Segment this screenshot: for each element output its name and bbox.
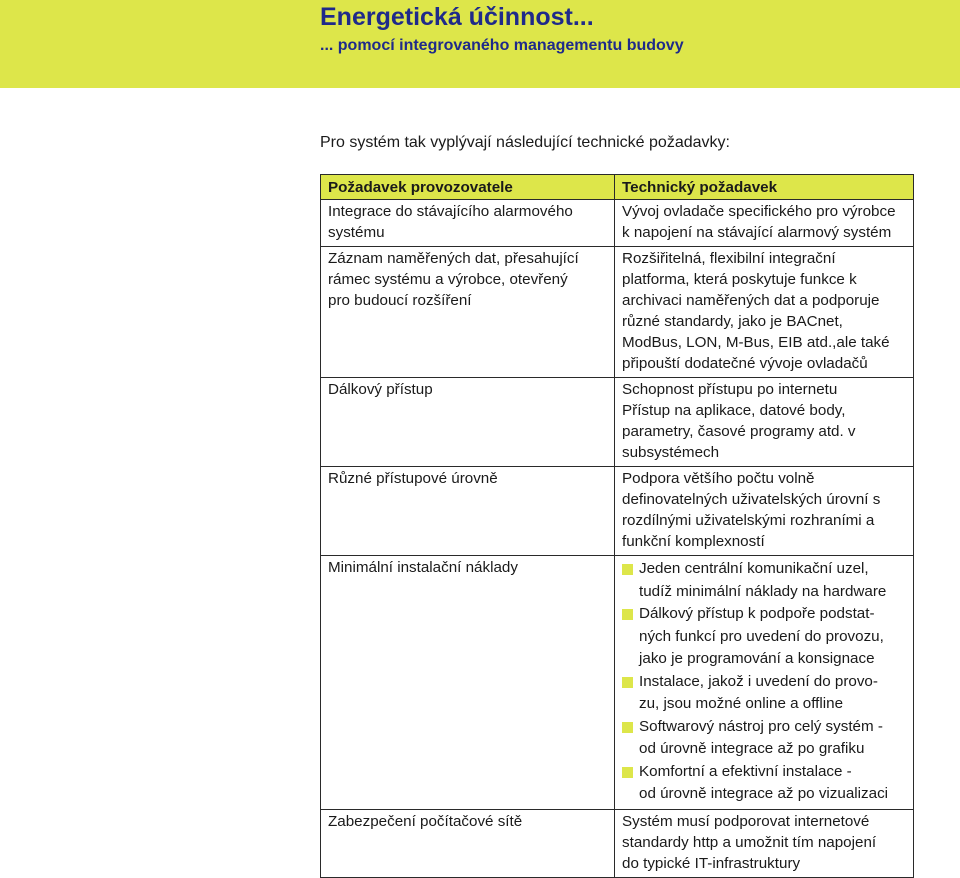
operator-requirement: Zabezpečení počítačové sítě — [321, 809, 615, 877]
square-bullet-icon — [622, 767, 633, 778]
list-item: Komfortní a efektivní instalace - od úrovně integrace až po vizualizaci — [622, 761, 906, 806]
table-row — [321, 467, 914, 556]
table-header-row — [321, 175, 914, 200]
technical-requirement: Vývoj ovladače specifického pro výrobce k napojení na stávající alarmový systém — [615, 200, 914, 247]
operator-requirement: Minimální instalační náklady — [321, 556, 615, 810]
square-bullet-icon — [622, 722, 633, 733]
page-subtitle: ... pomocí integrovaného managementu budovy — [320, 37, 684, 54]
header-banner — [0, 0, 960, 88]
technical-requirement: Podpora většího počtu volně definovatelných uživatelských úrovní s rozdílnými uživatelskými rozhraními a funkční komplexností — [615, 467, 914, 556]
table-row — [321, 809, 914, 877]
operator-requirement: Integrace do stávajícího alarmového systému — [321, 200, 615, 247]
table-row — [321, 200, 914, 247]
technical-requirement: Schopnost přístupu po internetu Přístup na aplikace, datové body, parametry, časové programy atd. v subsystémech — [615, 378, 914, 467]
operator-requirement: Dálkový přístup — [321, 378, 615, 467]
list-item: Jeden centrální komunikační uzel, tudíž minimální náklady na hardware — [622, 558, 906, 603]
table-row — [321, 247, 914, 378]
square-bullet-icon — [622, 609, 633, 620]
technical-requirement: Systém musí podporovat internetové standardy http a umožnit tím napojení do typické IT-infrastruktury — [615, 809, 914, 877]
list-item: Instalace, jakož i uvedení do provo- zu, jsou možné online a offline — [622, 671, 906, 716]
technical-requirement: Rozšiřitelná, flexibilní integrační platforma, která poskytuje funkce k archivaci naměřených dat a podporuje různé standardy, jako je BACnet, ModBus, LON, M-Bus, EIB atd.,ale také připouští dodatečné vývoje ovladačů — [615, 247, 914, 378]
list-item: Softwarový nástroj pro celý systém - od úrovně integrace až po grafiku — [622, 716, 906, 761]
table-row — [321, 556, 914, 810]
bullet-list — [622, 558, 906, 806]
square-bullet-icon — [622, 677, 633, 688]
list-item: Dálkový přístup k podpoře podstat- ných funkcí pro uvedení do provozu, jako je programování a konsignace — [622, 603, 906, 671]
column-header-technical: Technický požadavek — [615, 175, 914, 200]
operator-requirement: Záznam naměřených dat, přesahující rámec systému a výrobce, otevřený pro budoucí rozšíření — [321, 247, 615, 378]
square-bullet-icon — [622, 564, 633, 575]
table-row — [321, 378, 914, 467]
requirements-table — [320, 174, 914, 878]
operator-requirement: Různé přístupové úrovně — [321, 467, 615, 556]
technical-requirement-list — [615, 556, 914, 810]
intro-text: Pro systém tak vyplývají následující technické požadavky: — [320, 134, 730, 151]
column-header-operator: Požadavek provozovatele — [321, 175, 615, 200]
page-title: Energetická účinnost... — [320, 3, 594, 31]
